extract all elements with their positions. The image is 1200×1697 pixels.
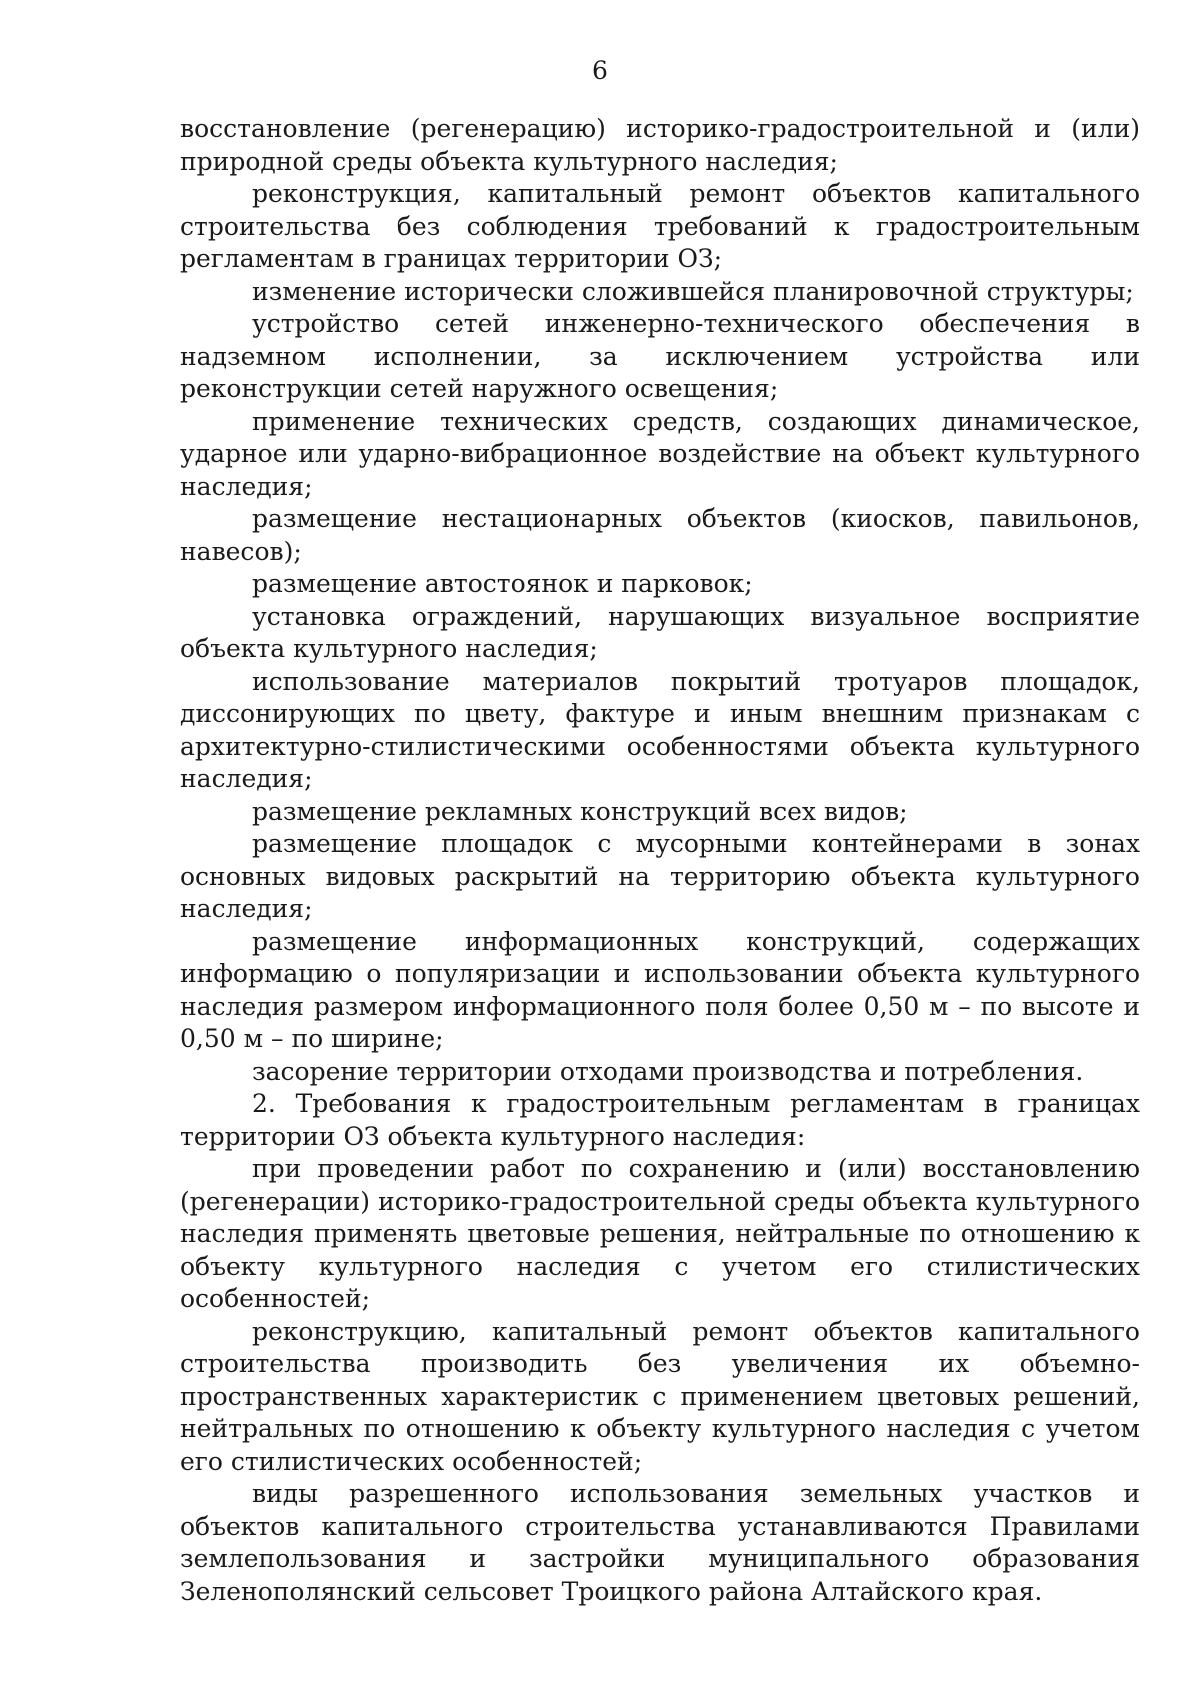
section-heading-paragraph: 2. Требования к градостроительным регламентам в границах территории ОЗ объекта культурного наследия: bbox=[180, 1089, 1140, 1151]
document-body bbox=[180, 113, 1140, 1608]
paragraph: засорение территории отходами производства и потребления. bbox=[252, 1056, 1084, 1086]
paragraph: при проведении работ по сохранению и (или) восстановлению (регенерации) историко-градостроительной среды объекта культурного наследия применять цветовые решения, нейтральные по отношению к объекту культурного наследия с учетом его стилистических особенностей; bbox=[180, 1154, 1140, 1313]
paragraph: размещение информационных конструкций, содержащих информацию о популяризации и использовании объекта культурного наследия размером информационного поля более 0,50 м – по высоте и 0,50 м – по ширине; bbox=[180, 926, 1140, 1053]
page-number: 6 bbox=[592, 56, 608, 85]
paragraph: реконструкция, капитальный ремонт объектов капитального строительства без соблюдения требований к градостроительным регламентам в границах территории ОЗ; bbox=[180, 179, 1140, 273]
paragraph: размещение рекламных конструкций всех видов; bbox=[252, 796, 908, 826]
paragraph: размещение площадок с мусорными контейнерами в зонах основных видовых раскрытий на территорию объекта культурного наследия; bbox=[180, 829, 1140, 923]
paragraph: устройство сетей инженерно-технического обеспечения в надземном исполнении, за исключением устройства или реконструкции сетей наружного освещения; bbox=[180, 309, 1140, 403]
paragraph: размещение автостоянок и парковок; bbox=[252, 569, 753, 598]
paragraph: применение технических средств, создающих динамическое, ударное или ударно-вибрационное воздействие на объект культурного наследия; bbox=[180, 406, 1140, 501]
paragraph: изменение исторически сложившейся планировочной структуры; bbox=[252, 276, 1134, 306]
paragraph: восстановление (регенерацию) историко-градостроительной и (или) природной среды объекта культурного наследия; bbox=[180, 114, 1140, 176]
paragraph: установка ограждений, нарушающих визуальное восприятие объекта культурного наследия; bbox=[180, 601, 1140, 663]
paragraph: виды разрешенного использования земельных участков и объектов капитального строительства устанавливаются Правилами землепользования и застройки муниципального образования Зеленополянский сельсовет Троицкого района Алтайского края. bbox=[180, 1479, 1140, 1606]
paragraph: использование материалов покрытий тротуаров площадок, диссонирующих по цвету, фактуре и иным внешним признакам с архитектурно-стилистическими особенностями объекта культурного наследия; bbox=[180, 666, 1140, 793]
paragraph: реконструкцию, капитальный ремонт объектов капитального строительства производить без увеличения их объемно-пространственных характеристик с применением цветовых решений, нейтральных по отношению к объекту культурного наследия с учетом его стилистических особенностей; bbox=[180, 1316, 1140, 1476]
paragraph: размещение нестационарных объектов (киосков, павильонов, навесов); bbox=[180, 504, 1140, 566]
